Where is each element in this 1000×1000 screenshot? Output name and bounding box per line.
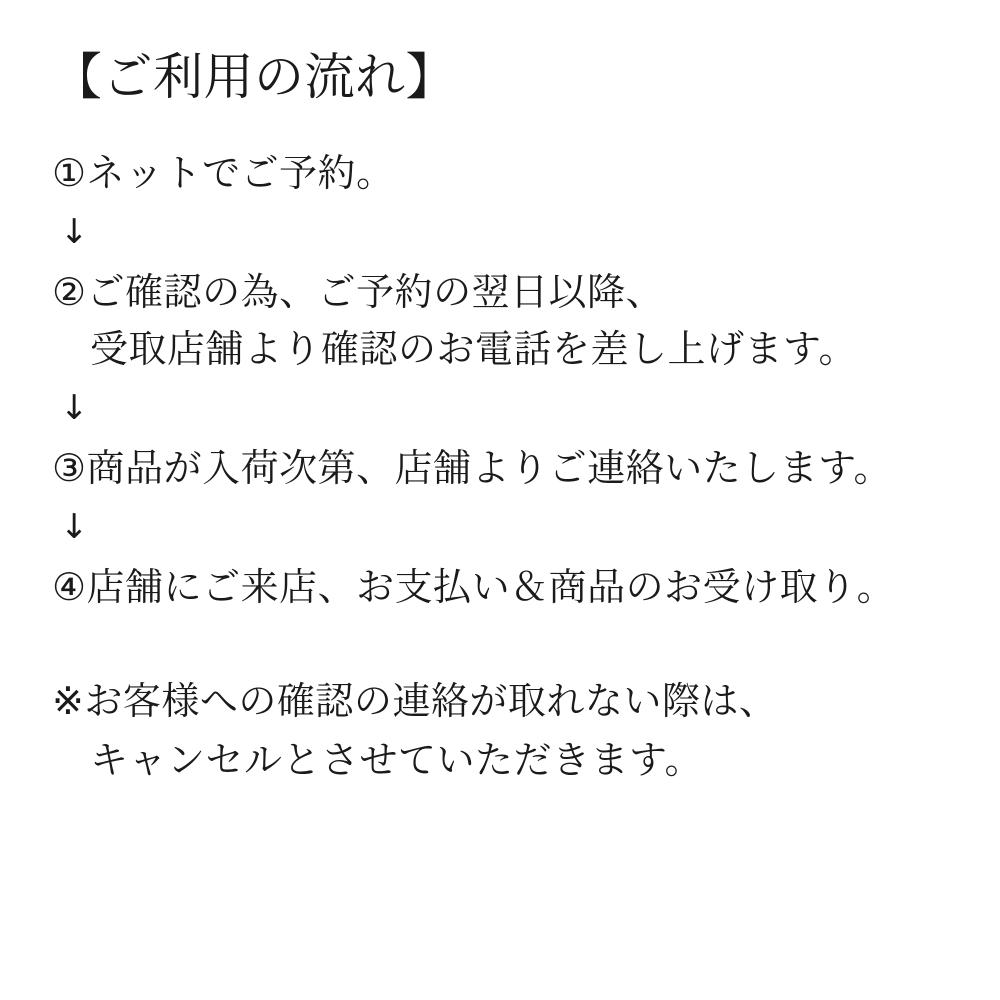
arrow-down-icon-3: ↓ xyxy=(60,506,89,547)
flow-step-1: ①ネットでご予約。 xyxy=(52,151,395,195)
flow-step-2-continuation: 受取店舗より確認のお電話を差し上げます。 xyxy=(90,327,857,372)
usage-flow-list xyxy=(52,150,960,612)
arrow-down-icon-2: ↓ xyxy=(60,387,89,428)
arrow-down-icon-1: ↓ xyxy=(60,211,89,252)
cancellation-note-line-1: ※お客様への確認の連絡が取れない際は、 xyxy=(52,678,778,723)
flow-step-3: ③商品が入荷次第、店舗よりご連絡いたします。 xyxy=(52,446,893,491)
flow-step-4: ④店舗にご来店、お支払い＆商品のお受け取り。 xyxy=(52,565,896,610)
flow-step-2: ②ご確認の為、ご予約の翌日以降、 xyxy=(52,269,665,314)
cancellation-note xyxy=(52,678,960,785)
page-title: 【ご利用の流れ】 xyxy=(52,48,456,106)
cancellation-note-line-2: キャンセルとさせていただきます。 xyxy=(90,738,703,783)
